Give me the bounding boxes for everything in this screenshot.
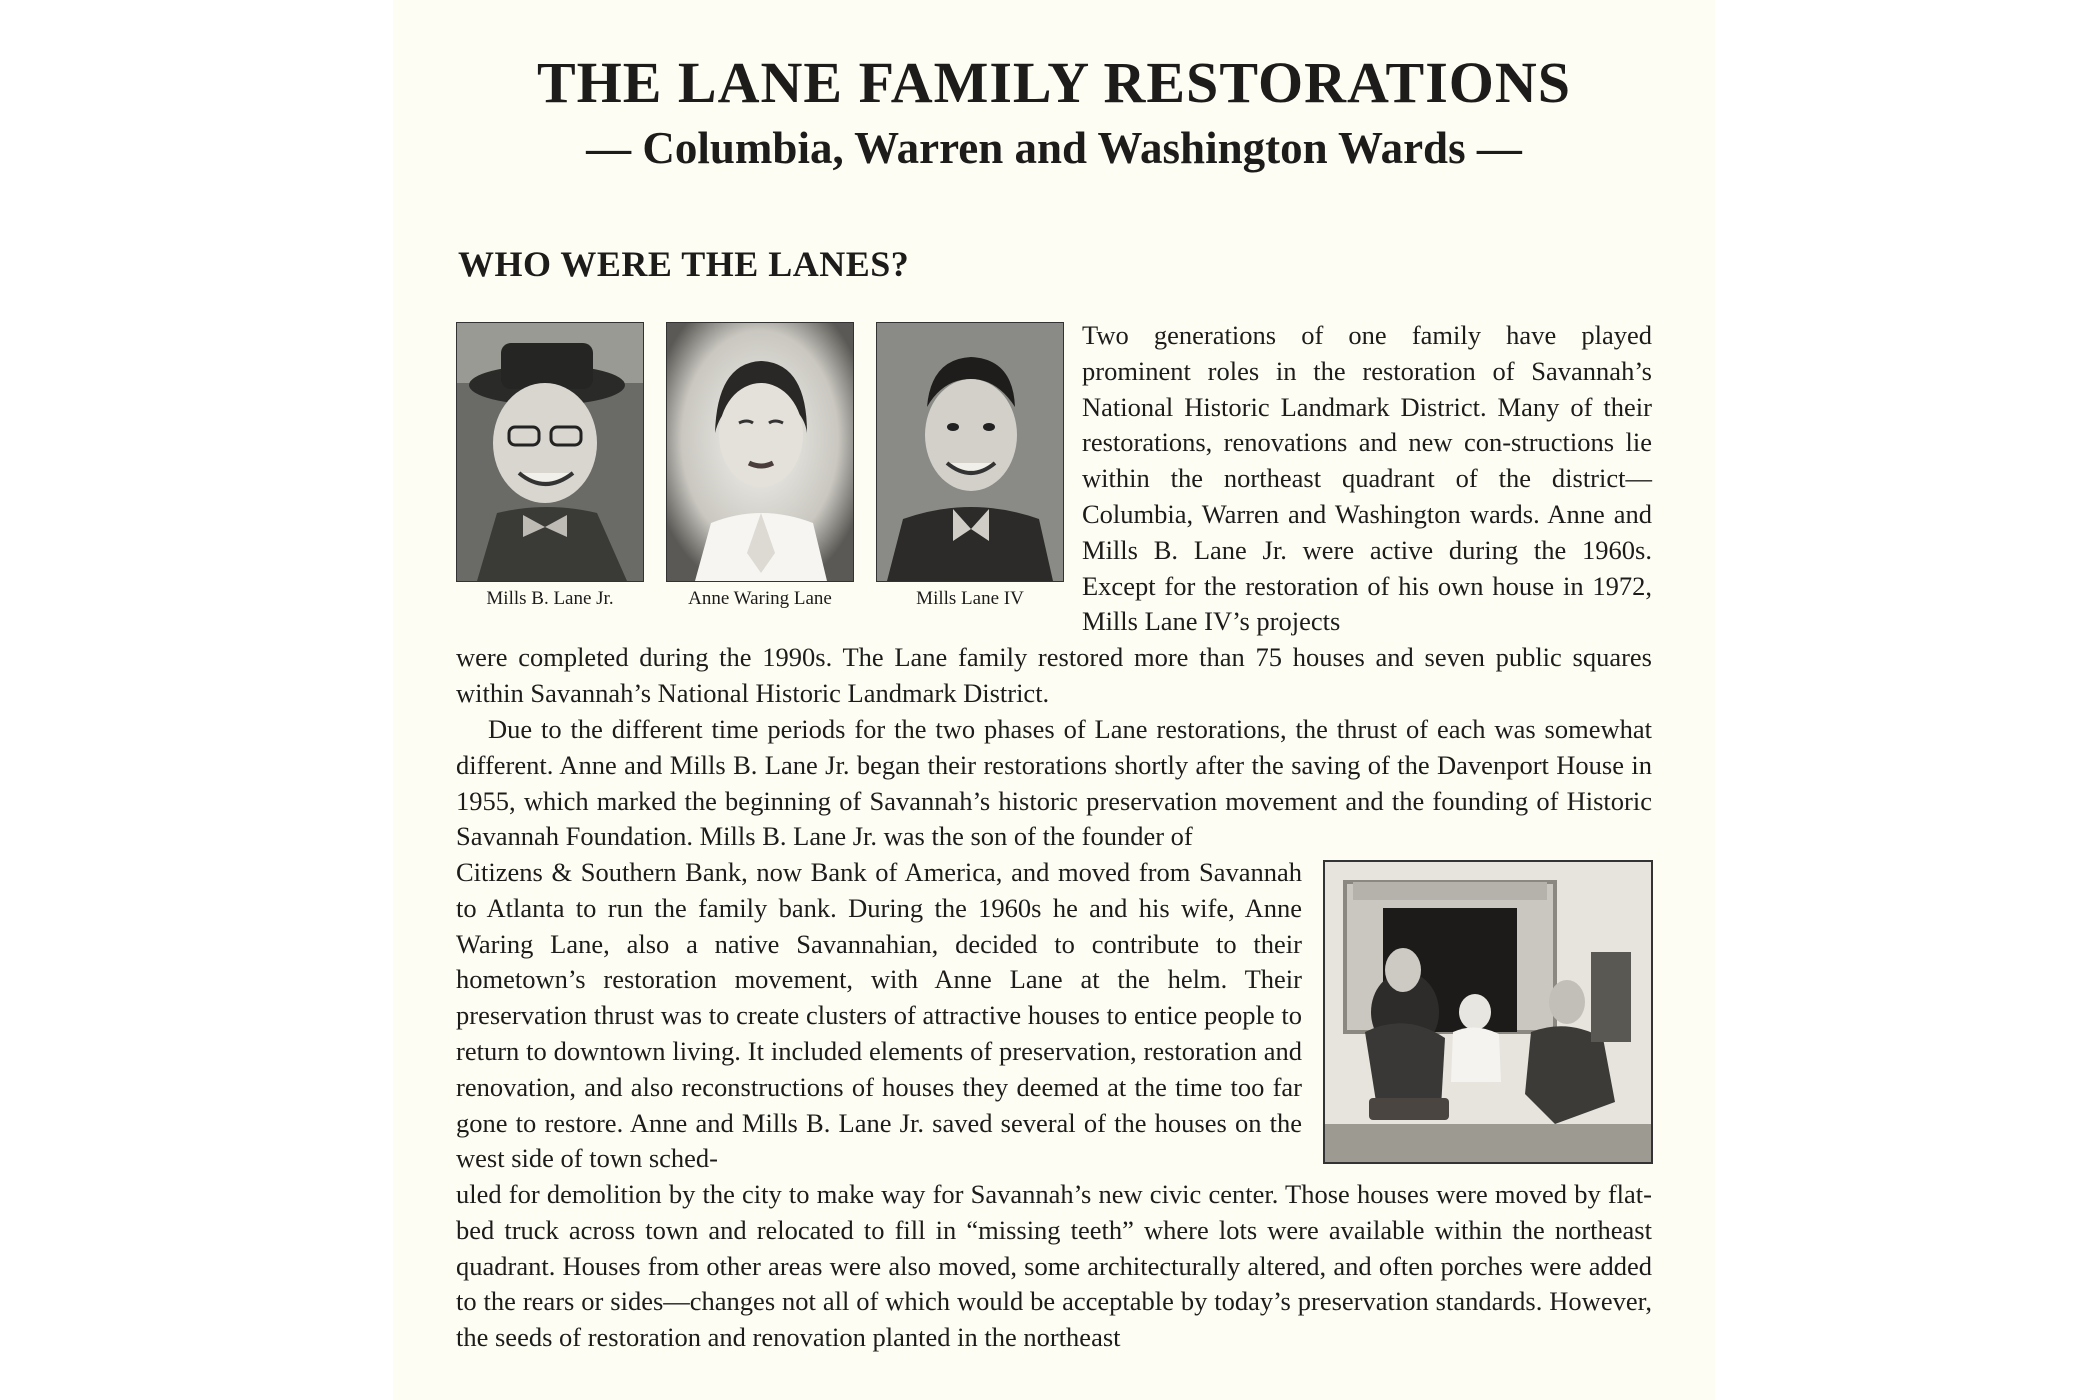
page-subtitle: — Columbia, Warren and Washington Wards — <box>586 123 1522 173</box>
portrait-caption: Mills Lane IV <box>916 588 1024 609</box>
paragraph-2-wrap: Citizens & Southern Bank, now Bank of America, and moved from Savannah to Atlanta to run the family bank. During the 1960s he and his wife, Anne Waring Lane, also a native Savannahian, decided to contribute to their hometown’s restoration movement, with Anne Lane at the helm. Their preservation thrust was to create clusters of attractive houses to entice people to return to downtown living. It included elements of preservation, restoration and renovation, and also reconstructions of houses they deemed at the time too far gone to restore. Anne and Mills B. Lane Jr. saved several of the houses on the west side of town sched- <box>456 857 1302 1174</box>
portrait-mills-b-lane-jr <box>456 322 644 610</box>
document-page <box>393 0 1715 1400</box>
paragraph-2-top: Due to the different time periods for the two phases of Lane restorations, the thrust of each was somewhat different. Anne and Mills B. Lane Jr. began their restorations shortly after the saving of the Davenport House in 1955, which marked the beginning of Savannah’s historic preservation movement and the founding of Historic Savannah Foundation. Mills B. Lane Jr. was the son of the founder of <box>456 714 1652 852</box>
portrait-caption: Anne Waring Lane <box>688 588 832 609</box>
paragraph-1-continued: were completed during the 1990s. The Lane family restored more than 75 houses and seven public squares within Savannah’s National Historic Landmark District. <box>456 642 1652 708</box>
document-content <box>456 50 1652 1353</box>
portrait-photo <box>876 322 1064 582</box>
portrait-photo <box>666 322 854 582</box>
paragraph-1-intro: Two generations of one family have played prominent roles in the restoration of Savannah’s National Historic Landmark District. Many of their restorations, renovations and new con-structions lie within the northeast quadrant of the district—Columbia, Warren and Washington wards. Anne and Mills B. Lane Jr. were active during the 1960s. Except for the restoration of his own house in 1972, Mills Lane IV’s projects <box>1082 320 1652 637</box>
page-title: THE LANE FAMILY RESTORATIONS <box>536 50 1572 115</box>
family-photo <box>1323 860 1653 1164</box>
portrait-row <box>456 322 1056 622</box>
paragraph-2-bottom: uled for demolition by the city to make way for Savannah’s new civic center. Those houses were moved by flat-bed truck across town and relocated to fill in “missing teeth” where lots were available within the northeast quadrant. Houses from other areas were also moved, some architecturally altered, and often porches were added to the rears or sides—changes not all of which would be acceptable by today’s preservation standards. However, the seeds of restoration and renovation planted in the northeast <box>456 1179 1652 1353</box>
portrait-mills-lane-iv <box>876 322 1064 610</box>
portrait-photo <box>456 322 644 582</box>
portrait-anne-waring-lane <box>666 322 854 610</box>
portrait-caption: Mills B. Lane Jr. <box>486 588 614 609</box>
section-heading: WHO WERE THE LANES? <box>458 244 910 284</box>
